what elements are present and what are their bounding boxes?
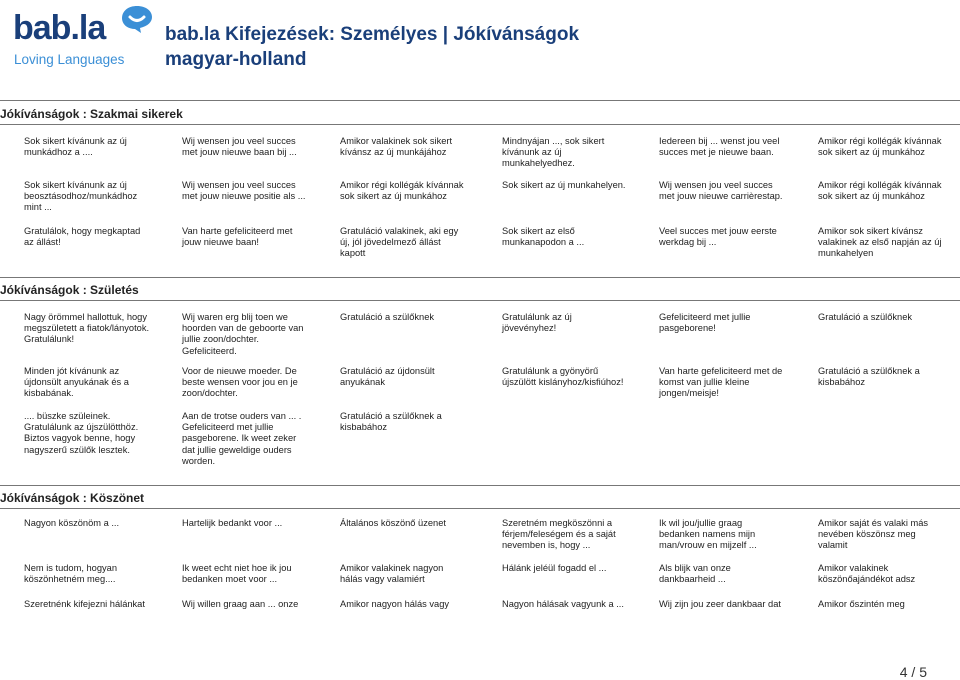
page-title xyxy=(165,22,579,72)
phrase-cell: Gratuláció a szülőknek xyxy=(818,312,913,322)
phrase-cell: Amikor régi kollégák kívánnak sok sikert az új munkához xyxy=(818,180,942,202)
phrase-cell: Veel succes met jouw eerste werkdag bij ... xyxy=(659,226,777,248)
phrase-cell: Wij willen graag aan ... onze xyxy=(182,599,299,609)
section-divider xyxy=(0,277,960,278)
phrase-cell: Van harte gefeliciteerd met de komst van jullie kleine jongen/meisje! xyxy=(659,366,783,399)
section-divider xyxy=(0,508,960,509)
phrase-cell: Nagyon köszönöm a ... xyxy=(24,518,120,528)
phrase-cell: Nem is tudom, hogyan köszönhetném meg.... xyxy=(24,563,118,585)
phrase-cell: Gratulálunk a gyönyörű újszülött kislányhoz/kisfiúhoz! xyxy=(502,366,624,388)
babla-logo[interactable] xyxy=(13,5,153,65)
phrase-cell: Sok sikert az első munkanapodon a ... xyxy=(502,226,585,248)
phrase-cell: Szeretnénk kifejezni hálánkat xyxy=(24,599,145,609)
phrase-cell: Szeretném megköszönni a férjem/feleségem és a saját nevemben is, hogy ... xyxy=(502,518,616,551)
phrase-cell: Amikor régi kollégák kívánnak sok sikert az új munkához xyxy=(340,180,464,202)
phrase-cell: Wij zijn jou zeer dankbaar dat xyxy=(659,599,781,609)
phrase-cell: Amikor nagyon hálás vagy xyxy=(340,599,450,609)
phrase-cell: Amikor őszintén meg xyxy=(818,599,905,609)
phrase-cell: Gratuláció valakinek, aki egy új, jól jövedelmező állást kapott xyxy=(340,226,459,259)
phrase-cell: Amikor sok sikert kívánsz valakinek az első napján az új munkahelyen xyxy=(818,226,942,259)
phrase-cell: Wij wensen jou veel succes met jouw nieuwe positie als ... xyxy=(182,180,306,202)
phrase-cell: Általános köszönő üzenet xyxy=(340,518,446,528)
phrase-cell: Gratulálok, hogy megkaptad az állást! xyxy=(24,226,141,248)
phrase-cell: Gratulálunk az új jövevényhez! xyxy=(502,312,572,334)
phrase-cell: Gefeliciteerd met jullie pasgeborene! xyxy=(659,312,751,334)
phrase-cell: Amikor saját és valaki más nevében köszönsz meg valamit xyxy=(818,518,929,551)
page-title-line1: bab.la Kifejezések: Személyes | Jókívánságok xyxy=(165,24,580,45)
phrase-cell: Minden jót kívánunk az újdonsült anyukának és a kisbabának. xyxy=(24,366,129,399)
section-divider xyxy=(0,485,960,486)
phrase-cell: Nagyon hálásak vagyunk a ... xyxy=(502,599,624,609)
phrase-cell: Wij wensen jou veel succes met jouw nieuwe carrièrestap. xyxy=(659,180,783,202)
phrase-cell: Gratuláció az újdonsült anyukának xyxy=(340,366,435,388)
phrase-cell: Hálánk jeléül fogadd el ... xyxy=(502,563,607,573)
phrase-cell: Hartelijk bedankt voor ... xyxy=(182,518,283,528)
phrase-cell: Aan de trotse ouders van ... . Gefeliciteerd met jullie pasgeborene. Ik weet zeker dat jullie geweldige ouders worden. xyxy=(182,411,302,466)
phrase-cell: Ik wil jou/jullie graag bedanken namens mijn man/vrouw en mijzelf ... xyxy=(659,518,757,551)
phrase-cell: Iedereen bij ... wenst jou veel succes met je nieuwe baan. xyxy=(659,136,780,158)
phrase-cell: Wij waren erg blij toen we hoorden van de geboorte van jullie zoon/dochter. Gefeliciteerd. xyxy=(182,312,304,356)
logo-wordmark: bab.la xyxy=(13,9,106,47)
phrase-cell: Gratuláció a szülőknek a kisbabához xyxy=(340,411,442,433)
phrase-cell: Ik weet echt niet hoe ik jou bedanken moet voor ... xyxy=(182,563,292,585)
section-divider xyxy=(0,100,960,101)
logo-tagline: Loving Languages xyxy=(14,52,125,67)
section-title-koszonet: Jókívánságok : Köszönet xyxy=(0,491,145,505)
page-number: 4 / 5 xyxy=(899,664,927,680)
phrase-cell: Van harte gefeliciteerd met jouw nieuwe baan! xyxy=(182,226,293,248)
phrase-cell: Amikor régi kollégák kívánnak sok sikert az új munkához xyxy=(818,136,942,158)
phrase-cell: Gratuláció a szülőknek a kisbabához xyxy=(818,366,920,388)
section-title-szuletes: Jókívánságok : Születés xyxy=(0,283,139,297)
section-divider xyxy=(0,300,960,301)
section-title-szakmai: Jókívánságok : Szakmai sikerek xyxy=(0,107,183,121)
phrase-cell: .... büszke szüleinek. Gratulálunk az újszülötthöz. Biztos vagyok benne, hogy nagyszerű szülők lesztek. xyxy=(24,411,139,455)
speech-bubble-icon xyxy=(119,4,155,34)
phrase-cell: Amikor valakinek köszönőajándékot adsz xyxy=(818,563,916,585)
phrase-cell: Als blijk van onze dankbaarheid ... xyxy=(659,563,731,585)
phrase-cell: Voor de nieuwe moeder. De beste wensen voor jou en je zoon/dochter. xyxy=(182,366,298,399)
phrase-cell: Sok sikert kívánunk az új beosztásodhoz/munkádhoz mint ... xyxy=(24,180,138,213)
phrase-cell: Amikor valakinek sok sikert kívánsz az új munkájához xyxy=(340,136,453,158)
section-divider xyxy=(0,124,960,125)
page-title-line2: magyar-holland xyxy=(165,49,307,70)
phrase-cell: Wij wensen jou veel succes met jouw nieuwe baan bij ... xyxy=(182,136,297,158)
phrase-cell: Sok sikert az új munkahelyen. xyxy=(502,180,626,190)
phrase-cell: Amikor valakinek nagyon hálás vagy valamiért xyxy=(340,563,444,585)
phrase-cell: Nagy örömmel hallottuk, hogy megszületett a fiatok/lányotok. Gratulálunk! xyxy=(24,312,150,345)
phrase-cell: Sok sikert kívánunk az új munkádhoz a .... xyxy=(24,136,127,158)
phrase-cell: Mindnyájan ..., sok sikert kívánunk az új munkahelyedhez. xyxy=(502,136,605,169)
phrase-cell: Gratuláció a szülőknek xyxy=(340,312,435,322)
